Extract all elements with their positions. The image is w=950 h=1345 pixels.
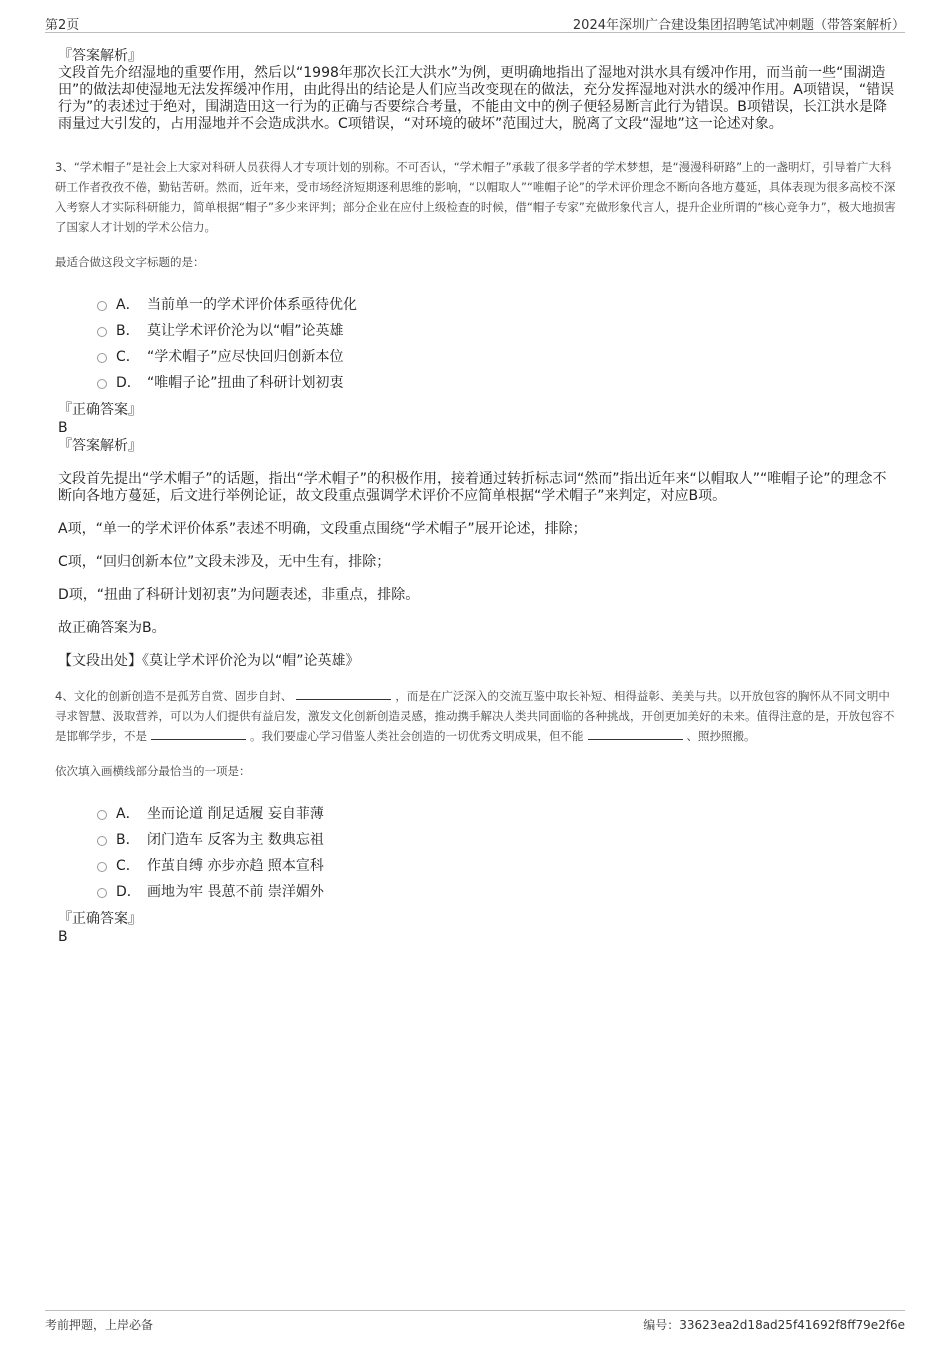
fill-blank — [588, 727, 683, 740]
analysis-body — [55, 471, 900, 670]
option-d[interactable]: D． “唯帽子论”扭曲了科研计划初衷 — [97, 369, 900, 395]
page-number: 第2页 — [45, 18, 80, 33]
radio-icon[interactable] — [97, 327, 107, 337]
page-footer — [45, 1310, 905, 1336]
answer-label: 『正确答案』 — [58, 911, 142, 927]
source-note: 【文段出处】《莫让学术评价沦为以“帽”论英雄》 — [58, 653, 360, 669]
fill-blank — [296, 687, 391, 700]
question-prompt: 依次填入画横线部分最恰当的一项是： — [55, 764, 251, 778]
option-b[interactable]: B． 闭门造车 反客为主 数典忘祖 — [97, 826, 900, 852]
analysis-paragraph: 故正确答案为B。 — [58, 620, 166, 636]
answer-label: 『正确答案』 — [58, 402, 142, 418]
radio-icon[interactable] — [97, 888, 107, 898]
document-title: 2024年深圳广合建设集团招聘笔试冲刺题（带答案解析） — [572, 18, 905, 33]
analysis-text: 文段首先介绍湿地的重要作用，然后以“1998年那次长江大洪水”为例，更明确地指出了湿地对洪水具有缓冲作用，而当前一些“围湖造田”的做法却使湿地无法发挥缓冲作用，由此得出的结论是人们应当改变现在的做法，充分发挥湿地对洪水的缓冲作用。A项错误，“错误行为”的表述过于绝对，围湖造田这一行为的正确与否要综合考量，不能由文中的例子便轻易断言此行为错误。B项错误，长江洪水是降雨量过大引发的，占用湿地并不会造成洪水。C项错误，“对环境的破坏”范围过大，脱离了文段“湿地”这一论述对象。 — [58, 65, 895, 132]
radio-icon[interactable] — [97, 836, 107, 846]
option-b[interactable]: B． 莫让学术评价沦为以“帽”论英雄 — [97, 317, 900, 343]
question-prompt: 最适合做这段文字标题的是： — [55, 255, 205, 269]
question-text: 3、“学术帽子”是社会上大家对科研人员获得人才专项计划的别称。不可否认，“学术帽子”承载了很多学者的学术梦想，是“漫漫科研路”上的一盏明灯，引导着广大科研工作者孜孜不倦，勤钻苦研。然而，近年来，受市场经济短期逐利思维的影响，“以帽取人”“唯帽子论”的学术评价理念不断向各地方蔓延，具体表现为很多高校不深入考察人才实际科研能力，简单根据“帽子”多少来评判；部分企业在应付上级检查的时候，借“帽子专家”充做形象代言人，提升企业所谓的“核心竞争力”，极大地损害了国家人才计划的学术公信力。 — [55, 160, 896, 234]
page-content — [55, 47, 900, 946]
fill-blank — [151, 727, 246, 740]
radio-icon[interactable] — [97, 810, 107, 820]
document-id: 编号：33623ea2d18ad25f41692f8ff79e2f6e — [643, 1318, 905, 1332]
question-4 — [55, 686, 900, 946]
analysis-paragraph: 文段首先提出“学术帽子”的话题，指出“学术帽子”的积极作用，接着通过转折标志词“然而”指出近年来“以帽取人”“唯帽子论”的理念不断向各地方蔓延，后文进行举例论证，故文段重点强调学术评价不应简单根据“学术帽子”来判定，对应B项。 — [58, 471, 887, 504]
radio-icon[interactable] — [97, 862, 107, 872]
analysis-label: 『答案解析』 — [58, 48, 142, 64]
option-c[interactable]: C． 作茧自缚 亦步亦趋 照本宣科 — [97, 852, 900, 878]
option-c[interactable]: C． “学术帽子”应尽快回归创新本位 — [97, 343, 900, 369]
analysis-paragraph: D项，“扭曲了科研计划初衷”为问题表述，非重点，排除。 — [58, 587, 420, 603]
question-3 — [55, 157, 900, 670]
question-text: 4、文化的创新创造不是孤芳自赏、固步自封、 ，而是在广泛深入的交流互鉴中取长补短、相得益彰、美美与共。以开放包容的胸怀从不同文明中寻求智慧、汲取营养，可以为人们提供有益启发，激发文化创新创造灵感，推动携手解决人类共同面临的各种挑战，开创更加美好的未来。值得注意的是，开放包容不是邯郸学步，不是 。我们要虚心学习借鉴人类社会创造的一切优秀文明成果，但不能 、照抄照搬。 — [55, 689, 895, 743]
q2-analysis — [55, 47, 900, 133]
option-list — [55, 291, 900, 395]
option-a[interactable]: A． 当前单一的学术评价体系亟待优化 — [97, 291, 900, 317]
page-header — [45, 10, 905, 33]
radio-icon[interactable] — [97, 379, 107, 389]
option-d[interactable]: D． 画地为牢 畏葸不前 崇洋媚外 — [97, 878, 900, 904]
analysis-label: 『答案解析』 — [58, 438, 142, 454]
correct-answer: B — [58, 929, 68, 945]
option-a[interactable]: A． 坐而论道 削足适履 妄自菲薄 — [97, 800, 900, 826]
correct-answer: B — [58, 420, 68, 436]
footer-slogan: 考前押题，上岸必备 — [45, 1318, 154, 1332]
radio-icon[interactable] — [97, 301, 107, 311]
option-list — [55, 800, 900, 904]
analysis-paragraph: A项，“单一的学术评价体系”表述不明确，文段重点围绕“学术帽子”展开论述，排除； — [58, 521, 587, 537]
radio-icon[interactable] — [97, 353, 107, 363]
analysis-paragraph: C项，“回归创新本位”文段未涉及，无中生有，排除； — [58, 554, 391, 570]
